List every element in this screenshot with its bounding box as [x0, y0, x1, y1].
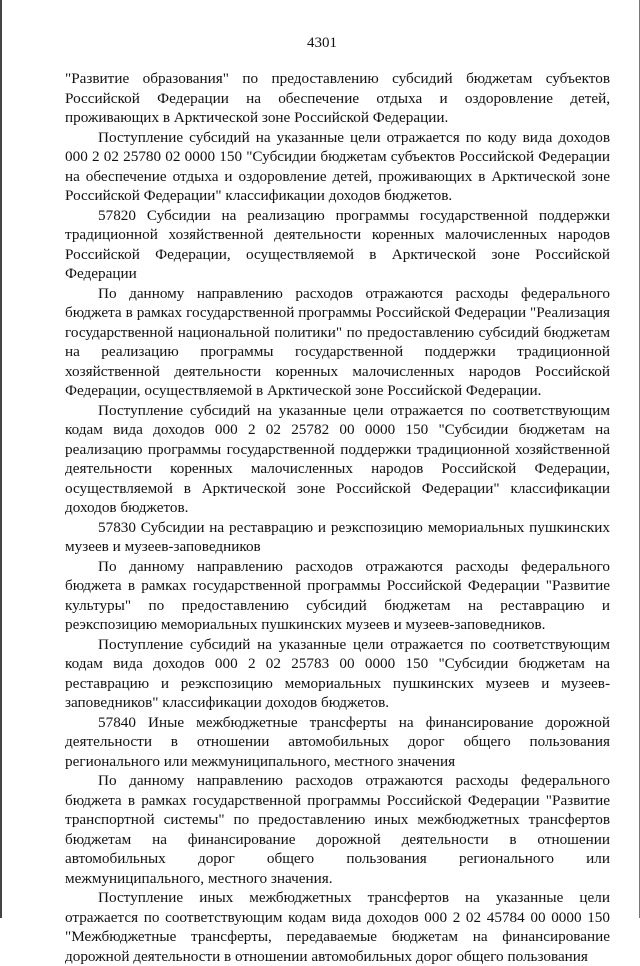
page-number: 4301	[307, 35, 337, 51]
paragraph-continuation: "Развитие образования" по предоставлению субсидий бюджетам субъектов Российской Федерации на обеспечение отдыха и оздоровление детей, проживающих в Арктической зоне Российской Федерации.	[65, 70, 610, 126]
heading-57820: 57820 Субсидии на реализацию программы государственной поддержки традиционной хозяйственной деятельности коренных малочисленных народов Российской Федерации, осуществляемой в Арктической зоне Российской Федерации	[65, 206, 610, 282]
paragraph-57830-description: По данному направлению расходов отражаются расходы федерального бюджета в рамках государственной программы Российской Федерации "Развитие культуры" по предоставлению субсидий бюджетам на реставрацию и реэкспозицию мемориальных пушкинских музеев и музеев-заповедников.	[65, 557, 610, 633]
heading-57830: 57830 Субсидии на реставрацию и реэкспозицию мемориальных пушкинских музеев и музеев-заповедников	[65, 518, 610, 555]
document-body	[65, 69, 610, 966]
paragraph-income-code-25780: Поступление субсидий на указанные цели отражается по коду вида доходов 000 2 02 25780 02 0000 150 "Субсидии бюджетам субъектов Российской Федерации на обеспечение отдыха и оздоровление детей, проживающих в Арктической зоне Российской Федерации" классификации доходов бюджетов.	[65, 128, 610, 204]
paragraph-57820-description: По данному направлению расходов отражаются расходы федерального бюджета в рамках государственной программы Российской Федерации "Реализация государственной национальной политики" по предоставлению субсидий бюджетам на реализацию программы государственной поддержки традиционной хозяйственной деятельности коренных малочисленных народов Российской Федерации, осуществляемой в Арктической зоне Российской Федерации.	[65, 284, 610, 399]
paragraph-income-code-45784: Поступление иных межбюджетных трансфертов на указанные цели отражается по соответствующим кодам вида доходов 000 2 02 45784 00 0000 150 "Межбюджетные трансферты, передаваемые бюджетам на финансирование дорожной деятельности в отношении автомобильных дорог общего пользования	[65, 889, 610, 965]
paragraph-income-code-25783: Поступление субсидий на указанные цели отражается по соответствующим кодам вида доходов 000 2 02 25783 00 0000 150 "Субсидии бюджетам на реставрацию и реэкспозицию мемориальных пушкинских музеев и музеев-заповедников" классификации доходов бюджетов.	[65, 635, 610, 711]
paragraph-57840-description: По данному направлению расходов отражаются расходы федерального бюджета в рамках государственной программы Российской Федерации "Развитие транспортной системы" по предоставлению иных межбюджетных трансфертов бюджетам на финансирование дорожной деятельности в отношении автомобильных дорог общего пользования регионального или межмуниципального, местного значения.	[65, 772, 610, 887]
paragraph-income-code-25782: Поступление субсидий на указанные цели отражается по соответствующим кодам вида доходов 000 2 02 25782 00 0000 150 "Субсидии бюджетам на реализацию программы государственной поддержки традиционной хозяйственной деятельности коренных малочисленных народов Российской Федерации, осуществляемой в Арктической зоне Российской Федерации" классификации доходов бюджетов.	[65, 401, 610, 516]
heading-57840: 57840 Иные межбюджетные трансферты на финансирование дорожной деятельности в отношении автомобильных дорог общего пользования регионального или межмуниципального, местного значения	[65, 713, 610, 770]
